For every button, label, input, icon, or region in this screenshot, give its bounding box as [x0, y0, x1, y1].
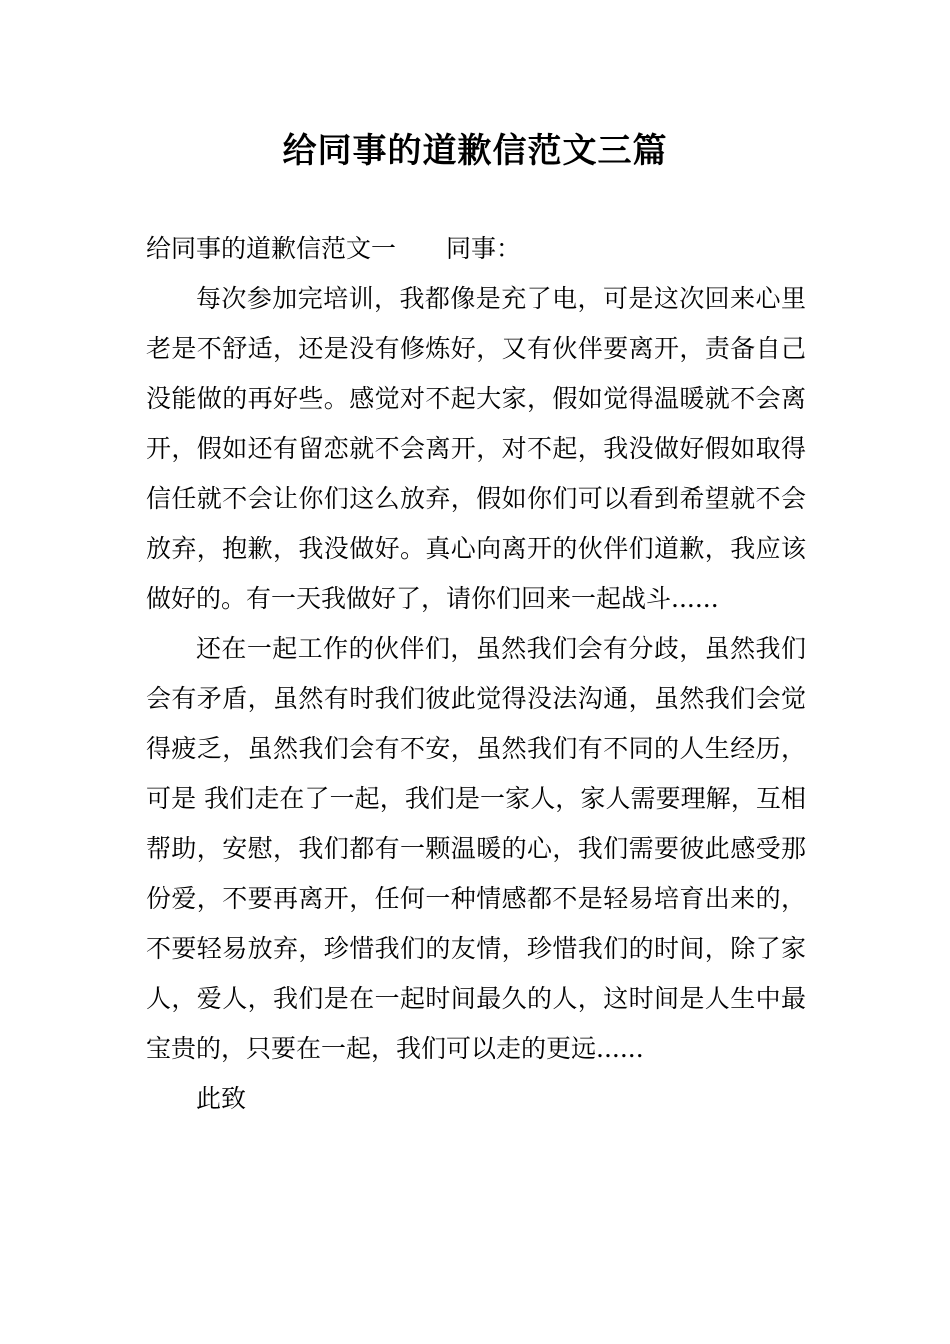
letter-body	[146, 224, 806, 1124]
salutation: 同事：	[446, 234, 522, 263]
paragraph-1: 每次参加完培训，我都像是充了电，可是这次回来心里老是不舒适，还是没有修炼好，又有伙伴要离开，责备自己没能做的再好些。感觉对不起大家，假如觉得温暖就不会离开，假如还有留恋就不会离开，对不起，我没做好假如取得信任就不会让你们这么放弃，假如你们可以看到希望就不会放弃，抱歉，我没做好。真心向离开的伙伴们道歉，我应该做好的。有一天我做好了，请你们回来一起战斗......	[146, 284, 806, 613]
paragraph-2: 还在一起工作的伙伴们，虽然我们会有分歧，虽然我们会有矛盾，虽然有时我们彼此觉得没法沟通，虽然我们会觉得疲乏，虽然我们会有不安，虽然我们有不同的人生经历，可是 我们走在了一起，我们是一家人，家人需要理解，互相帮助，安慰，我们都有一颗温暖的心，我们需要彼此感受那份爱，不要再离开，任何一种情感都不是轻易培育出来的，不要轻易放弃，珍惜我们的友情，珍惜我们的时间，除了家人，爱人，我们是在一起时间最久的人，这时间是人生中最宝贵的，只要在一起，我们可以走的更远......	[146, 634, 806, 1063]
closing-line: 此致	[196, 1084, 247, 1113]
section-heading-line	[146, 224, 806, 274]
document-title: 给同事的道歉信范文三篇	[282, 131, 668, 171]
section-heading: 给同事的道歉信范文一	[146, 234, 397, 263]
